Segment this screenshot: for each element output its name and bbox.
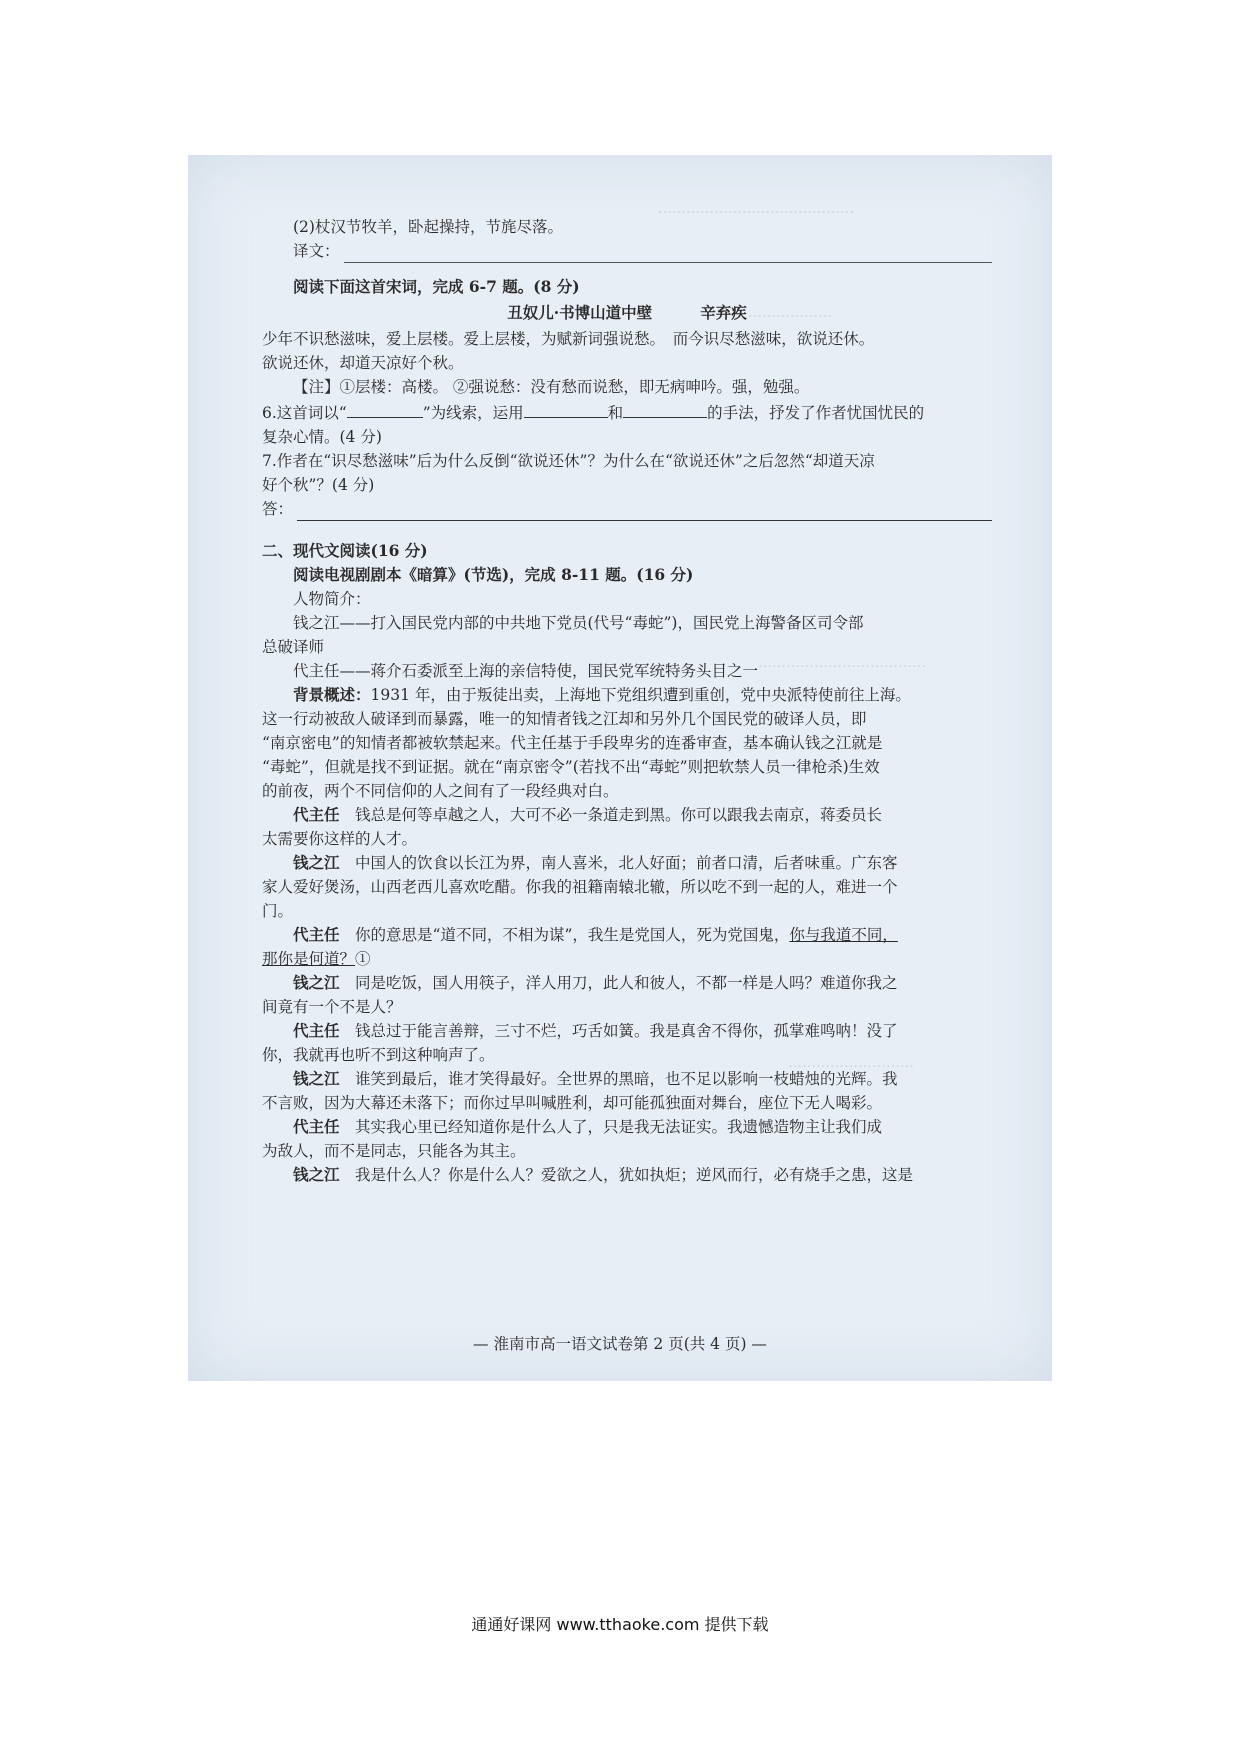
dialogue-6-cont: 不言败，因为大幕还未落下；而你过早叫喊胜利，却可能孤独面对舞台，座位下无人喝彩。 xyxy=(262,1094,883,1112)
underlined-text: 那你是何道？ xyxy=(262,950,356,968)
translation-answer-rule xyxy=(344,244,992,263)
speaker-label: 钱之江 xyxy=(293,1165,340,1184)
bleed-through-text: ……………… xyxy=(748,305,832,321)
dialogue-2-cont: 家人爱好煲汤，山西老西儿喜欢吃醋。你我的祖籍南辕北辙，所以吃不到一起的人，难进一个 xyxy=(262,878,898,896)
question-7-cont: 好个秋”？(4 分) xyxy=(262,476,375,494)
drama-instructions: 阅读电视剧剧本《暗算》(节选)，完成 8-11 题。(16 分) xyxy=(293,565,694,584)
bleed-through-text: …………………………………… xyxy=(658,201,854,217)
speaker-label: 代主任 xyxy=(293,925,340,944)
translation-line xyxy=(262,239,992,263)
speaker-label: 钱之江 xyxy=(293,973,340,992)
dialogue-7-cont: 为敌人，而不是同志，只能各为其主。 xyxy=(262,1142,526,1160)
page-footer: — 淮南市高一语文试卷第 2 页(共 4 页) — xyxy=(473,1335,767,1353)
dialogue-6 xyxy=(262,1067,992,1091)
dialogue-text: 你的意思是“道不同，不相为谋”，我生是党国人，死为党国鬼， xyxy=(355,926,790,944)
dialogue-1 xyxy=(262,803,992,827)
question-7: 7.作者在“识尽愁滋味”后为什么反倒“欲说还休”？为什么在“欲说还休”之后忽然“却道天凉 xyxy=(262,452,875,470)
q6-blank-2[interactable] xyxy=(524,399,608,418)
dialogue-5-cont: 你，我就再也听不到这种响声了。 xyxy=(262,1046,495,1064)
q5-item-2: (2)杖汉节牧羊，卧起操持，节旄尽落。 xyxy=(293,218,563,236)
dialogue-text: 同是吃饭，国人用筷子，洋人用刀，此人和彼人，不都一样是人吗？难道你我之 xyxy=(355,974,898,992)
poem-note: 【注】①层楼：高楼。 ②强说愁：没有愁而说愁，即无病呻吟。强，勉强。 xyxy=(293,378,810,396)
exam-content xyxy=(262,215,992,1187)
background-line-1 xyxy=(262,683,992,707)
dialogue-text: 钱总是何等卓越之人，大可不必一条道走到黑。你可以跟我去南京，蒋委员长 xyxy=(355,806,883,824)
bleed-through-text: ……………………………… xyxy=(758,655,926,671)
characters-label: 人物简介： xyxy=(293,590,371,608)
background-text: 1931 年，由于叛徒出卖，上海地下党组织遭到重创，党中央派特使前往上海。 xyxy=(370,686,911,704)
poem-title: 丑奴儿·书博山道中壁 xyxy=(507,303,653,322)
poem-line-2: 欲说还休，却道天凉好个秋。 xyxy=(262,354,464,372)
dialogue-4 xyxy=(262,971,992,995)
speaker-label: 代主任 xyxy=(293,1117,340,1136)
dialogue-3 xyxy=(262,923,992,947)
dialogue-2-cont2: 门。 xyxy=(262,902,294,920)
q6-blank-1[interactable] xyxy=(347,399,423,418)
character-qian: 钱之江——打入国民党内部的中共地下党员(代号“毒蛇”)，国民党上海警备区司令部 xyxy=(293,614,864,632)
q6-text-d: 的手法，抒发了作者忧国忧民的 xyxy=(707,404,925,422)
poem-author: 辛弃疾 xyxy=(700,303,747,322)
download-source-note: 通通好课网 www.tthaoke.com 提供下载 xyxy=(471,1615,769,1634)
underlined-text: 你与我道不同， xyxy=(789,926,898,944)
answer-rule[interactable] xyxy=(297,500,992,521)
dialogue-text: 谁笑到最后，谁才笑得最好。全世界的黑暗，也不足以影响一枝蜡烛的光辉。我 xyxy=(355,1070,898,1088)
speaker-label: 代主任 xyxy=(293,805,340,824)
dialogue-text: 中国人的饮食以长江为界，南人喜米，北人好面；前者口清，后者味重。广东客 xyxy=(355,854,898,872)
background-label: 背景概述： xyxy=(293,685,371,704)
dialogue-text: 我是什么人？你是什么人？爱欲之人，犹如执炬；逆风而行，必有烧手之患，这是 xyxy=(355,1166,914,1184)
dialogue-1-cont: 太需要你这样的人才。 xyxy=(262,830,418,848)
answer-label: 答： xyxy=(262,500,294,518)
background-line-2: 这一行动被敌人破译到而暴露，唯一的知情者钱之江却和另外几个国民党的破译人员，即 xyxy=(262,710,867,728)
dialogue-4-cont: 间竟有一个不是人？ xyxy=(262,998,402,1016)
poem-heading xyxy=(262,301,992,325)
q6-blank-3[interactable] xyxy=(623,399,707,418)
speaker-label: 代主任 xyxy=(293,1021,340,1040)
speaker-label: 钱之江 xyxy=(293,853,340,872)
question-6-cont: 复杂心情。(4 分) xyxy=(262,428,382,446)
background-line-5: 的前夜，两个不同信仰的人之间有了一段经典对白。 xyxy=(262,782,619,800)
background-line-3: “南京密电”的知情者都被软禁起来。代主任基于手段卑劣的连番审查，基本确认钱之江就是 xyxy=(262,734,883,752)
question-6 xyxy=(262,399,992,425)
marker-1: ① xyxy=(355,950,371,968)
dialogue-2 xyxy=(262,851,992,875)
scanned-exam-page xyxy=(188,155,1052,1381)
poem-instructions: 阅读下面这首宋词，完成 6-7 题。(8 分) xyxy=(293,277,580,296)
dialogue-7 xyxy=(262,1115,992,1139)
dialogue-text: 其实我心里已经知道你是什么人了，只是我无法证实。我遗憾造物主让我们成 xyxy=(355,1118,883,1136)
poem-line-1: 少年不识愁滋味，爱上层楼。爱上层楼，为赋新词强说愁。 而今识尽愁滋味，欲说还休。 xyxy=(262,330,875,348)
dialogue-8 xyxy=(262,1163,992,1187)
character-dai: 代主任——蒋介石委派至上海的亲信特使，国民党军统特务头目之一 xyxy=(293,662,759,680)
q6-text-c: 和 xyxy=(607,404,624,422)
section-2-heading: 二、现代文阅读(16 分) xyxy=(262,541,428,560)
speaker-label: 钱之江 xyxy=(293,1069,340,1088)
dialogue-text: 钱总过于能言善辩，三寸不烂，巧舌如簧。我是真舍不得你，孤掌难鸣呐！没了 xyxy=(355,1022,898,1040)
bleed-through-text: ……………………… xyxy=(788,1055,914,1071)
q6-text-a: 6.这首词以“ xyxy=(262,404,347,422)
q6-text-b: ”为线索，运用 xyxy=(422,404,524,422)
background-line-4: “毒蛇”，但就是找不到证据。就在“南京密令”(若找不出“毒蛇”则把软禁人员一律枪杀)生效 xyxy=(262,758,880,776)
dialogue-5 xyxy=(262,1019,992,1043)
character-qian-cont: 总破译师 xyxy=(262,638,325,656)
translation-label: 译文： xyxy=(293,242,340,260)
answer-line xyxy=(262,497,992,521)
dialogue-3-cont xyxy=(262,947,992,971)
